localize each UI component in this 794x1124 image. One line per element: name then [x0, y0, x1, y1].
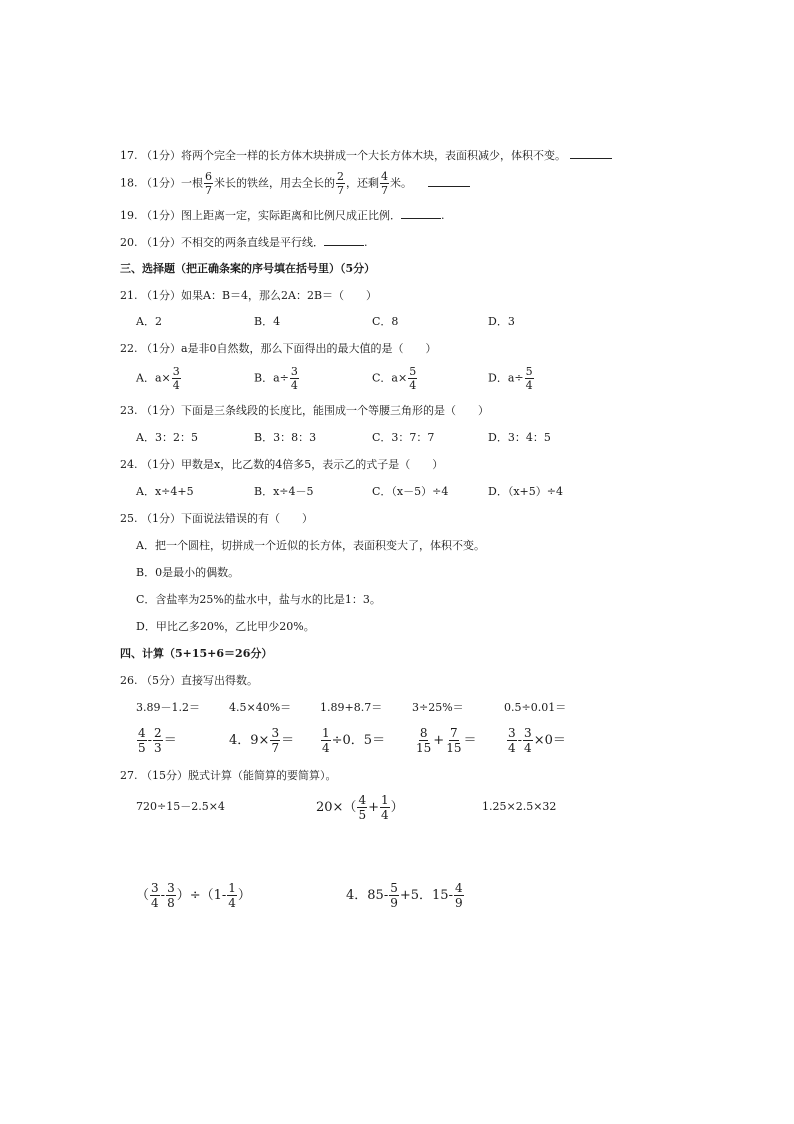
option-d[interactable]: D．3 — [488, 315, 515, 328]
calc-item: 4.5×40%＝ — [229, 701, 292, 714]
answer-blank[interactable] — [570, 148, 612, 159]
calc-item: 1.25×2.5×32 — [482, 800, 557, 813]
question-26: 26. （5分）直接写出得数。 — [120, 674, 258, 687]
fraction: $\frac{2}{7}$ — [337, 170, 344, 197]
option-b[interactable]: B．4 — [254, 315, 281, 328]
question-27: 27. （15分）脱式计算（能简算的要简算）。 — [120, 769, 337, 782]
section-heading-calc: 四、计算（5+15+6＝26分） — [120, 647, 273, 660]
question-25: 25. （1分）下面说法错误的有（ ） — [120, 512, 313, 525]
question-18: 18. （1分）一根 $\frac{6}{7}$ 米长的铁丝，用去全长的 $\frac{2}{7}$ ，还剩 $\frac{4}{7}$ 米。 — [120, 171, 470, 196]
option-b[interactable]: B．0是最小的偶数。 — [136, 566, 240, 579]
option-d[interactable]: D．a÷ $\frac{5}{4}$ — [488, 365, 533, 392]
calc-item: 3÷25%＝ — [412, 701, 464, 714]
calc-item: $\frac{3}{4}$ - $\frac{3}{4}$ ×0＝ — [508, 726, 566, 755]
option-c[interactable]: C．3：7：7 — [372, 431, 435, 444]
calc-item: $\frac{8}{15}$ + $\frac{7}{15}$ ＝ — [416, 726, 477, 755]
question-20: 20. （1分）不相交的两条直线是平行线． . — [120, 236, 368, 249]
fraction: $\frac{6}{7}$ — [205, 170, 212, 197]
option-c[interactable]: C．（x－5）÷4 — [372, 485, 449, 498]
question-21: 21. （1分）如果A：B＝4，那么2A：2B＝（ ） — [120, 289, 378, 302]
answer-blank[interactable] — [401, 208, 441, 219]
answer-blank[interactable] — [324, 235, 364, 246]
option-b[interactable]: B．x÷4－5 — [254, 485, 314, 498]
option-d[interactable]: D．3：4：5 — [488, 431, 551, 444]
option-a[interactable]: A．把一个圆柱，切拼成一个近似的长方体，表面积变大了，体积不变。 — [136, 539, 485, 552]
question-22: 22. （1分）a是非0自然数，那么下面得出的最大值的是（ ） — [120, 342, 437, 355]
answer-blank[interactable] — [428, 176, 470, 187]
option-b[interactable]: B．3：8：3 — [254, 431, 317, 444]
calc-item: （ $\frac{3}{4}$ - $\frac{3}{8}$ ）÷（1- $\frac{1}{4}$ ） — [136, 881, 251, 910]
option-a[interactable]: A．a× $\frac{3}{4}$ — [136, 365, 180, 392]
option-a[interactable]: A．x÷4+5 — [136, 485, 194, 498]
option-d[interactable]: D．（x+5）÷4 — [488, 485, 563, 498]
calc-item: $\frac{4}{5}$ - $\frac{2}{3}$ ＝ — [138, 726, 177, 755]
question-17: 17. （1分）将两个完全一样的长方体木块拼成一个大长方体木块，表面积减少，体积不变。 — [120, 148, 612, 161]
option-a[interactable]: A．3：2：5 — [136, 431, 198, 444]
question-24: 24. （1分）甲数是x，比乙数的4倍多5，表示乙的式子是（ ） — [120, 458, 444, 471]
option-c[interactable]: C．含盐率为25%的盐水中，盐与水的比是1：3。 — [136, 593, 381, 606]
calc-item: 0.5÷0.01＝ — [504, 701, 567, 714]
question-19: 19. （1分）图上距离一定，实际距离和比例尺成正比例． . — [120, 209, 445, 222]
calc-item: 1.89+8.7＝ — [320, 701, 383, 714]
calc-item: 4．9× $\frac{3}{7}$ ＝ — [229, 726, 295, 755]
option-d[interactable]: D．甲比乙多20%，乙比甲少20%。 — [136, 620, 315, 633]
calc-item: 3.89－1.2＝ — [136, 701, 200, 714]
question-23: 23. （1分）下面是三条线段的长度比，能围成一个等腰三角形的是（ ） — [120, 404, 489, 417]
option-c[interactable]: C．8 — [372, 315, 399, 328]
option-a[interactable]: A．2 — [136, 315, 162, 328]
calc-item: 20×（ $\frac{4}{5}$ + $\frac{1}{4}$ ） — [316, 793, 404, 822]
calc-item: $\frac{1}{4}$ ÷0．5＝ — [322, 726, 386, 755]
calc-item: 720÷15－2.5×4 — [136, 800, 225, 813]
option-b[interactable]: B．a÷ $\frac{3}{4}$ — [254, 365, 298, 392]
fraction: $\frac{4}{7}$ — [381, 170, 388, 197]
section-heading-choice: 三、选择题（把正确条案的序号填在括号里）（5分） — [120, 262, 376, 275]
option-c[interactable]: C．a× $\frac{5}{4}$ — [372, 365, 417, 392]
calc-item: 4．85- $\frac{5}{9}$ +5．15- $\frac{4}{9}$ — [346, 881, 463, 910]
